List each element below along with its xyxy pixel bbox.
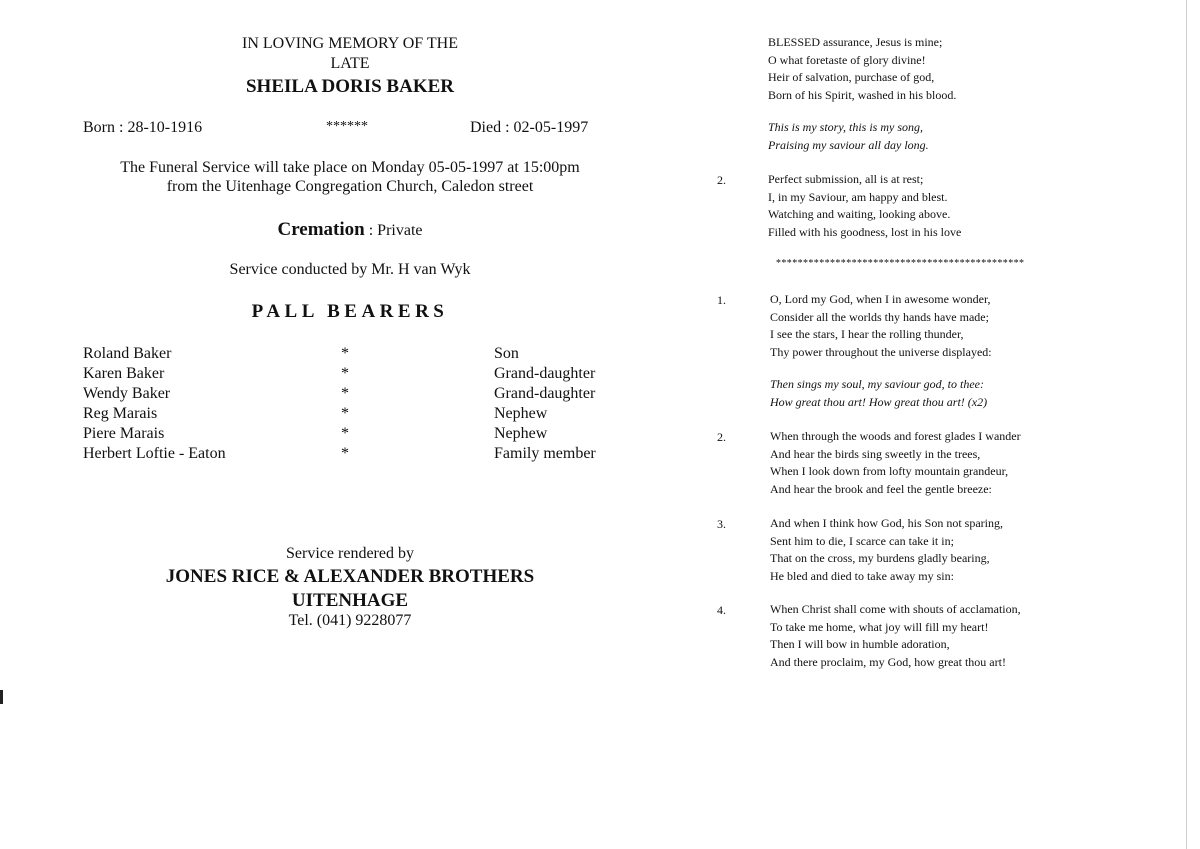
bearer-name: Karen Baker <box>83 365 165 382</box>
cremation-line <box>60 219 640 241</box>
hymn1-verse2 <box>768 171 961 241</box>
bearer-relation: Grand-daughter <box>494 365 596 382</box>
bearer-name: Roland Baker <box>83 345 172 362</box>
hymn-line: Born of his Spirit, washed in his blood. <box>768 87 957 102</box>
deceased-name: SHEILA DORIS BAKER <box>245 76 454 97</box>
bearer-relation: Grand-daughter <box>494 385 596 402</box>
hymn-line: When Christ shall come with shouts of acclamation, <box>770 602 1021 616</box>
hymn-line: When through the woods and forest glades I wander <box>770 429 1021 443</box>
hymn-line: I see the stars, I hear the rolling thunder, <box>770 327 964 341</box>
memory-line-1: IN LOVING MEMORY OF THE <box>242 35 458 52</box>
hymn2-chorus <box>770 376 987 411</box>
service-rendered-label: Service rendered by <box>286 545 414 562</box>
hymn-line: O, Lord my God, when I in awesome wonder, <box>770 292 991 306</box>
bearer-separator: * <box>341 425 349 442</box>
cremation-label: Cremation <box>277 219 365 240</box>
hymn2-verse1 <box>770 291 992 361</box>
bearer-name: Reg Marais <box>83 405 158 422</box>
scan-edge-mark <box>0 690 3 704</box>
hymn-line: And hear the brook and feel the gentle breeze: <box>770 481 992 496</box>
funeral-company-phone: Tel. (041) 9228077 <box>288 612 412 629</box>
hymn-line: BLESSED assurance, Jesus is mine; <box>768 35 943 49</box>
funeral-company-town: UITENHAGE <box>291 590 409 611</box>
hymn1-chorus <box>768 119 929 154</box>
hymn-line: Consider all the worlds thy hands have made; <box>770 309 989 324</box>
hymn-line: When I look down from lofty mountain grandeur, <box>770 464 1009 478</box>
hymn2-verse2 <box>770 428 1021 498</box>
pall-bearers-title: PALL BEARERS <box>251 301 449 322</box>
hymn1-verse1 <box>768 34 956 104</box>
hymn-line: Praising my saviour all day long. <box>768 137 929 152</box>
hymn-line: This is my story, this is my song, <box>768 120 924 134</box>
hymn-line: Perfect submission, all is at rest; <box>768 172 924 186</box>
bearer-separator: * <box>341 365 349 382</box>
scan-edge-line <box>1186 0 1187 849</box>
hymn-line: Then I will bow in humble adoration, <box>770 637 950 651</box>
bearer-name: Wendy Baker <box>83 385 171 402</box>
service-conducted: Service conducted by Mr. H van Wyk <box>229 261 471 278</box>
bearer-separator: * <box>341 345 349 362</box>
hymn-line: How great thou art! How great thou art! (x2) <box>770 394 988 409</box>
hymn-divider: ********************************************** <box>776 258 1025 269</box>
bearer-separator: * <box>341 445 349 462</box>
hymn-line: Filled with his goodness, lost in his love <box>768 224 962 239</box>
hymn-line: Watching and waiting, looking above. <box>768 207 951 221</box>
bearer-relation: Son <box>494 345 519 362</box>
bearer-separator: * <box>341 385 349 402</box>
bearer-relation: Nephew <box>494 425 548 442</box>
hymn-line: And when I think how God, his Son not sparing, <box>770 516 1003 530</box>
memory-line-2: LATE <box>330 55 370 72</box>
hymn-line: O what foretaste of glory divine! <box>768 52 926 67</box>
funeral-details-line-1: The Funeral Service will take place on Monday 05-05-1997 at 15:00pm <box>120 159 580 176</box>
verse-number: 3. <box>717 517 726 531</box>
hymn-line: To take me home, what joy will fill my heart! <box>770 619 989 634</box>
hymn-line: And there proclaim, my God, how great thou art! <box>770 654 1006 669</box>
died-date: Died : 02-05-1997 <box>470 119 589 136</box>
hymn-line: Sent him to die, I scarce can take it in; <box>770 533 954 548</box>
hymn-line: I, in my Saviour, am happy and blest. <box>768 189 948 204</box>
date-separator: ****** <box>326 119 368 134</box>
hymn-line: And hear the birds sing sweetly in the trees, <box>770 446 981 461</box>
hymn2-verse3 <box>770 515 1003 585</box>
verse-number: 1. <box>717 293 726 307</box>
funeral-details-line-2: from the Uitenhage Congregation Church, Caledon street <box>166 178 534 195</box>
bearer-name: Piere Marais <box>83 425 165 442</box>
hymn-line: Thy power throughout the universe displayed: <box>770 344 992 359</box>
hymn-line: Then sings my soul, my saviour god, to thee: <box>770 377 984 391</box>
verse-number: 2. <box>717 430 726 444</box>
verse-number: 2. <box>717 173 726 187</box>
hymn-line: That on the cross, my burdens gladly bearing, <box>770 551 990 565</box>
cremation-value: : Private <box>364 222 423 239</box>
hymn2-verse4 <box>770 601 1021 671</box>
bearer-name: Herbert Loftie - Eaton <box>83 445 226 462</box>
funeral-company-name: JONES RICE & ALEXANDER BROTHERS <box>165 566 535 587</box>
born-date: Born : 28-10-1916 <box>83 119 203 136</box>
bearer-relation: Family member <box>494 445 596 462</box>
hymn-line: Heir of salvation, purchase of god, <box>768 70 935 84</box>
hymn-line: He bled and died to take away my sin: <box>770 568 954 583</box>
bearer-relation: Nephew <box>494 405 548 422</box>
verse-number: 4. <box>717 603 726 617</box>
bearer-separator: * <box>341 405 349 422</box>
